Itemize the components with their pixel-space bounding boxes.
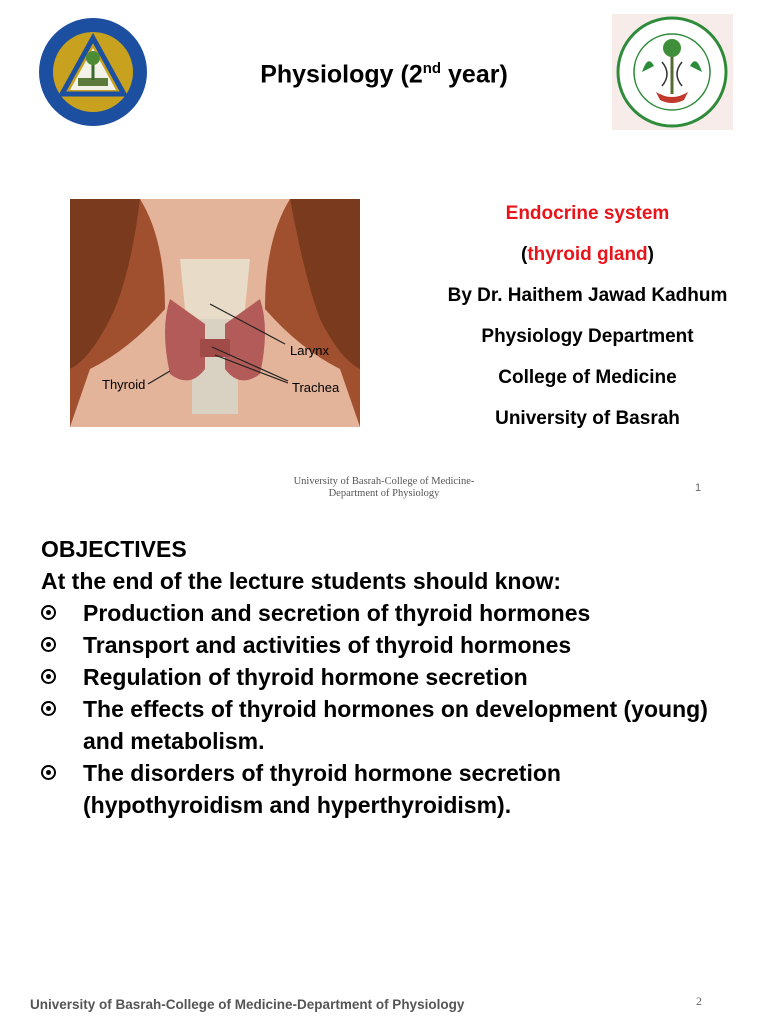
- image-label-trachea: Trachea: [292, 380, 340, 395]
- topic-title: Endocrine system: [505, 203, 670, 224]
- slide2-page-number: 2: [696, 994, 702, 1008]
- bullet-circle-icon: [41, 605, 56, 620]
- department-line: Physiology Department: [481, 326, 694, 347]
- slide2-footer: University of Basrah-College of Medicine-Department of Physiology: [30, 997, 465, 1012]
- bullet-circle-icon: [41, 701, 56, 716]
- bullet-circle-icon: [41, 637, 56, 652]
- college-line: College of Medicine: [498, 367, 677, 388]
- slide1-page-number: 1: [695, 482, 702, 494]
- author-line: By Dr. Haithem Jawad Kadhum: [447, 285, 728, 306]
- slide-title: Physiology (2nd year): [260, 60, 508, 89]
- objectives-intro: At the end of the lecture students should know:: [41, 568, 562, 594]
- image-label-larynx: Larynx: [290, 343, 330, 358]
- image-label-thyroid: Thyroid: [102, 377, 146, 392]
- thyroid-anatomy-image: [70, 199, 360, 427]
- topic-subtitle: (thyroid gland): [521, 244, 654, 265]
- university-line: University of Basrah: [495, 408, 680, 429]
- objectives-heading: OBJECTIVES: [41, 536, 187, 562]
- slide1-footer: University of Basrah-College of Medicine- Department of Physiology: [293, 476, 475, 499]
- bullet-circle-icon: [41, 669, 56, 684]
- bullet-circle-icon: [41, 765, 56, 780]
